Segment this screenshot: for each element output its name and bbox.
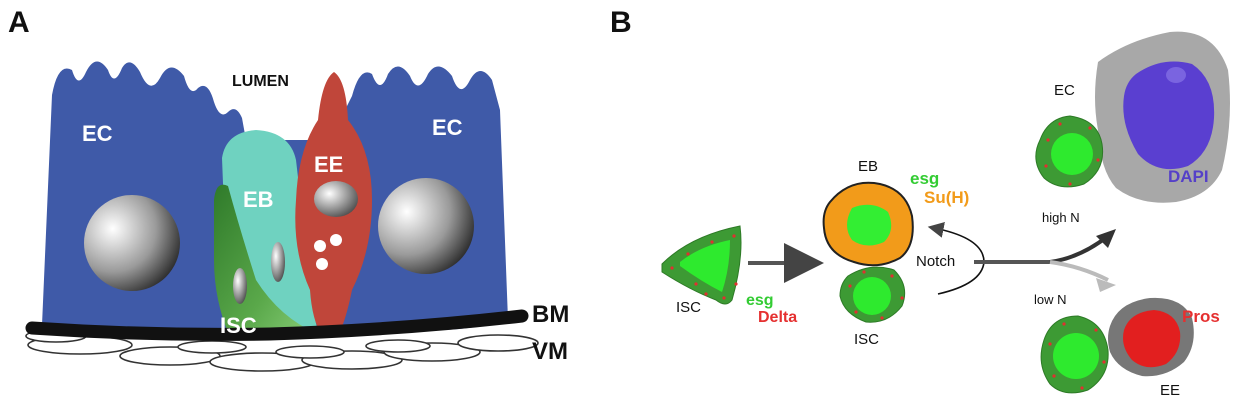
panel-b-letter: B <box>610 6 632 39</box>
label-isc-left: ISC <box>676 299 702 316</box>
label-high-n: high N <box>1042 210 1080 225</box>
isc-cell-bottom-right-nucleus <box>1053 333 1099 379</box>
panel-a <box>8 6 569 371</box>
label-suh: Su(H) <box>924 188 970 207</box>
isc-nucleus <box>233 268 247 304</box>
label-vm: VM <box>532 338 568 365</box>
label-ec-left: EC <box>82 121 113 146</box>
ee-nucleus <box>314 181 358 217</box>
fate-arrow-low <box>1050 262 1108 280</box>
label-delta: Delta <box>758 309 798 326</box>
ec-right-nucleus <box>378 178 474 274</box>
label-dapi: DAPI <box>1168 167 1209 186</box>
label-eb: EB <box>858 158 879 175</box>
label-ec-right: EC <box>432 115 463 140</box>
label-esg-left: esg <box>746 292 774 309</box>
label-eb: EB <box>243 187 274 212</box>
isc-cell-middle-nucleus <box>853 277 891 315</box>
label-low-n: low N <box>1034 292 1067 307</box>
label-ee: EE <box>1160 382 1181 399</box>
fate-arrow-high-head <box>1096 229 1116 248</box>
label-notch: Notch <box>916 253 956 270</box>
eb-cell-nucleus <box>847 205 891 246</box>
ec-left-nucleus <box>84 195 180 291</box>
label-pros: Pros <box>1182 307 1220 326</box>
ee-cell-nucleus <box>1123 310 1180 367</box>
label-ec: EC <box>1054 82 1075 99</box>
isc-cell-top-right-nucleus <box>1051 133 1093 175</box>
panel-b <box>610 6 1230 399</box>
label-lumen: LUMEN <box>232 73 289 90</box>
label-ee: EE <box>314 152 344 177</box>
label-bm: BM <box>532 301 570 328</box>
eb-nucleus <box>271 242 285 282</box>
fate-arrow-high <box>1050 236 1108 262</box>
panel-a-letter: A <box>8 6 30 39</box>
label-esg-right: esg <box>910 169 940 188</box>
label-isc: ISC <box>220 313 257 338</box>
ec-cell-nucleolus <box>1166 67 1186 83</box>
label-isc-middle: ISC <box>854 331 880 348</box>
